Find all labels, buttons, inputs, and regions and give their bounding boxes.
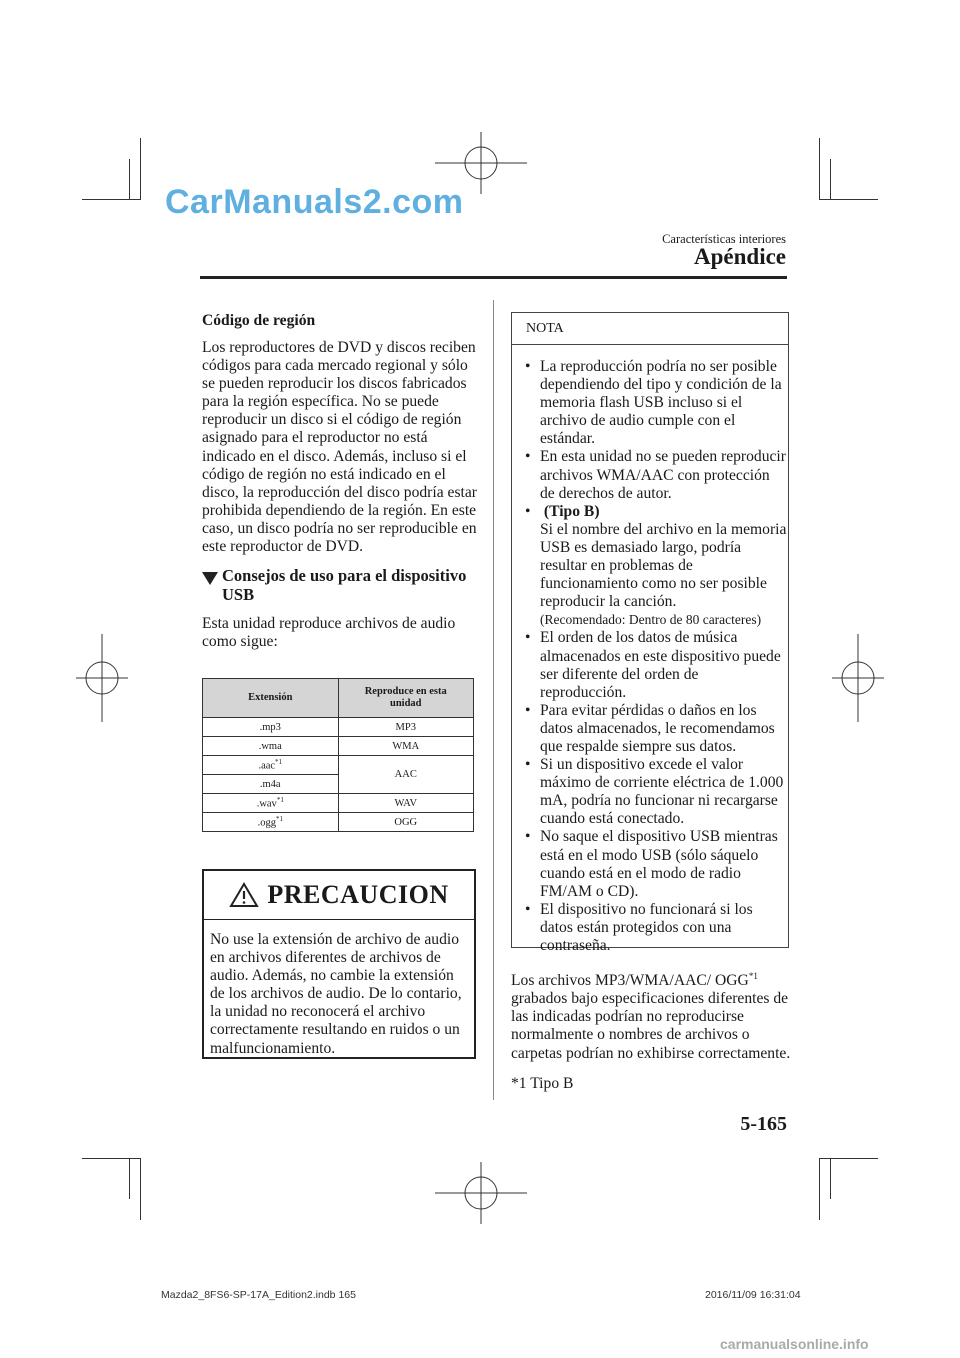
precaution-title: PRECAUCION: [267, 880, 449, 909]
crop-mark: [82, 1158, 140, 1159]
list-item: • El dispositivo no funcionará si los datos están protegidos con una contraseña.: [525, 900, 753, 954]
region-paragraph: Los reproductores de DVD y discos reciben códigos para cada mercado regional y sólo se pueden reproducir los discos fabricados para la región específica. No se puede reproducir un disco si el código de región asignado para el reproductor no está indicado en el disco. Además, incluso si el código de región no está indicado en el disco, la reproducción del disco podría estar prohibida dependiendo de la región. En este caso, un disco podría no ser reproducible en este reproductor de DVD.: [202, 339, 477, 556]
crop-mark: [819, 138, 820, 200]
list-item: • Para evitar pérdidas o daños en los datos almacenados, le recomendamos que respalde siempre sus datos.: [525, 701, 775, 755]
formats-paragraph: Los archivos MP3/WMA/AAC/ OGG$^{*1}$ grabados bajo especificaciones diferentes de las indicadas podrían no reproducirse normalmente o nombres de archivos o carpetas podrían no exhibirse correctamente.: [511, 971, 791, 1062]
precaution-box: [202, 869, 476, 1059]
crop-mark: [140, 138, 141, 200]
table-row: .aac$^{*1}$ AAC: [203, 756, 474, 775]
table-row: .ogg$^{*1}$ OGG: [203, 813, 474, 832]
triangle-bullet-icon: [202, 572, 218, 585]
precaution-header: [204, 871, 474, 920]
right-bottom-text: [511, 967, 791, 1093]
column-divider: [493, 300, 494, 1100]
list-item: • El orden de los datos de música almacenados en este dispositivo puede ser diferente del orden de reproducción.: [525, 629, 781, 701]
header-rule: [200, 276, 787, 279]
footer-timestamp: 2016/11/09 16:31:04: [705, 1289, 801, 1301]
registration-mark-icon: [435, 1162, 527, 1224]
section-label: Características interiores: [662, 232, 786, 246]
note-title: NOTA: [512, 313, 788, 345]
list-item: • La reproducción podría no ser posible dependiendo del tipo y condición de la memoria flash USB incluso si el archivo de audio cumple con el estándar.: [525, 358, 782, 448]
list-item: • En esta unidad no se pueden reproducir archivos WMA/AAC con protección de derechos de autor.: [525, 448, 786, 502]
usb-heading-text: Consejos de uso para el dispositivo USB: [222, 566, 467, 604]
table-row: .mp3 MP3: [203, 718, 474, 737]
extension-table: [202, 678, 474, 832]
left-column: [202, 312, 478, 651]
bottom-watermark[interactable]: carmanualsonline.info: [720, 1336, 869, 1352]
crop-mark: [129, 1159, 130, 1199]
usb-intro: Esta unidad reproduce archivos de audio como sigue:: [202, 615, 456, 651]
table-row: .wma WMA: [203, 737, 474, 756]
crop-mark: [820, 1158, 878, 1159]
note-list: [512, 345, 788, 955]
note-box: [511, 312, 789, 954]
table-row: .wav$^{*1}$ WAV: [203, 794, 474, 813]
table-header-playback: Reproduce en esta unidad: [338, 679, 474, 718]
footnote: *1 Tipo B: [511, 1074, 574, 1092]
crop-mark: [82, 199, 140, 200]
table-header-extension: Extensión: [203, 679, 339, 718]
list-item: • (Tipo B) Si el nombre del archivo en la memoria USB es demasiado largo, podría resultar en problemas de funcionamiento como no ser posible reproducir la canción. (Recomendado: Dentro de 80 caracteres): [525, 502, 787, 628]
table-row: .m4a: [203, 775, 474, 794]
page-number: 5-165: [740, 1113, 787, 1135]
page-title: Apéndice: [694, 244, 786, 269]
crop-mark: [830, 159, 831, 199]
crop-mark: [830, 1159, 831, 1199]
precaution-text: No use la extensión de archivo de audio en archivos diferentes de archivos de audio. Además, no cambie la extensión de los archivos de audio. De lo contario, la unidad no reconocerá el archivo correctamente resultando en ruidos o un malfuncionamiento.: [210, 931, 462, 1057]
usb-section-heading: [219, 567, 478, 604]
registration-mark-icon: [76, 634, 128, 722]
crop-mark: [129, 159, 130, 199]
precaution-body: [204, 920, 474, 1058]
registration-mark-icon: [832, 634, 884, 722]
watermark-logo[interactable]: CarManuals2.com: [165, 183, 464, 221]
crop-mark: [140, 1158, 141, 1220]
crop-mark: [820, 199, 878, 200]
warning-triangle-icon: [229, 882, 259, 908]
list-item: • No saque el dispositivo USB mientras está en el modo USB (sólo sáquelo cuando está en el modo de radio FM/AM o CD).: [525, 828, 778, 900]
table-header-row: [203, 679, 474, 718]
list-item: • Si un dispositivo excede el valor máximo de corriente eléctrica de 1.000 mA, podría no funcionar ni recargarse cuando está conectado.: [525, 756, 784, 828]
region-heading: Código de región: [202, 312, 316, 329]
crop-mark: [819, 1158, 820, 1220]
footer-file: Mazda2_8FS6-SP-17A_Edition2.indb 165: [161, 1289, 356, 1301]
